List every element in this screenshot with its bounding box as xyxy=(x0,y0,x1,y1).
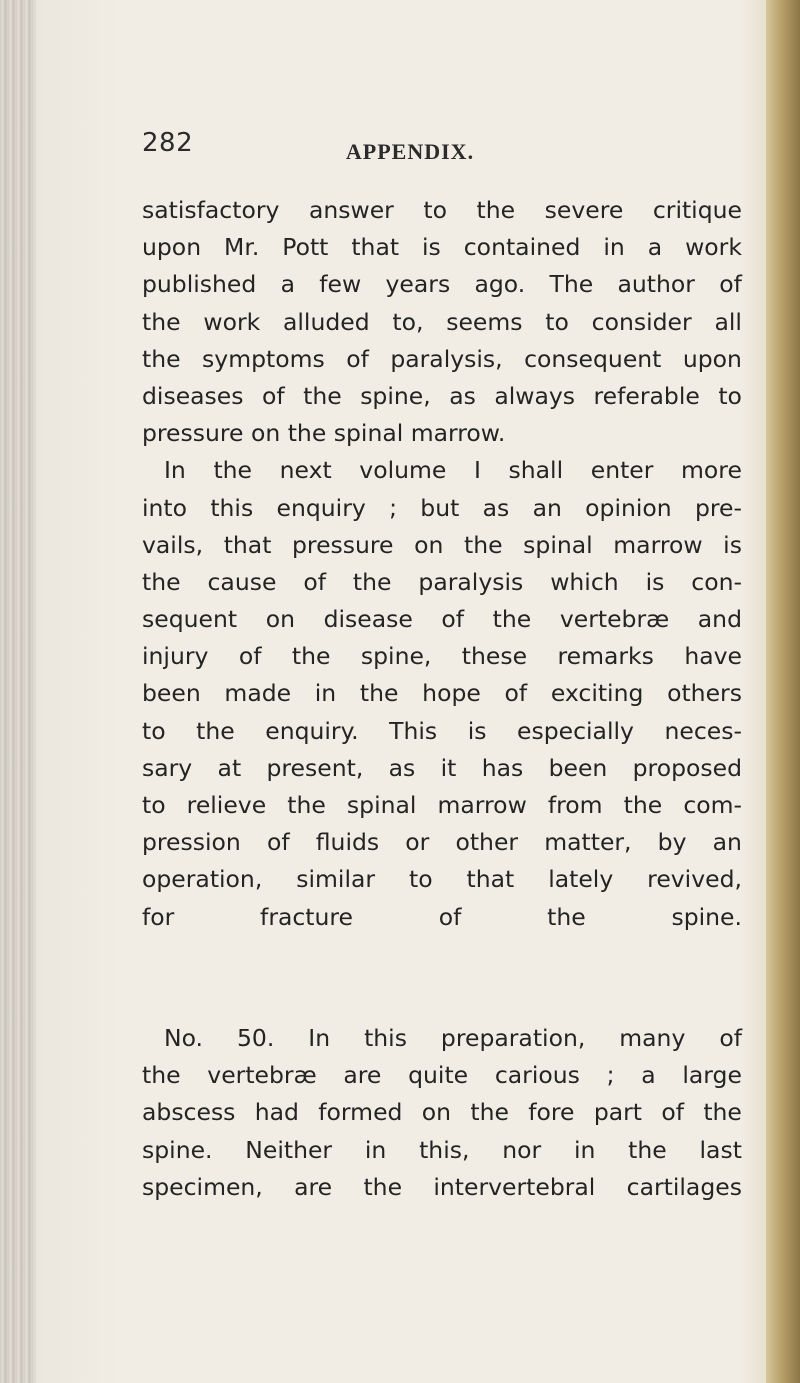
text-line xyxy=(142,341,742,378)
word: marrow xyxy=(437,791,527,819)
word: sary xyxy=(142,753,193,782)
word: the xyxy=(359,679,399,708)
word: preparation, xyxy=(440,1023,586,1052)
word: enquiry xyxy=(276,493,366,522)
word: the xyxy=(547,902,586,931)
word: of xyxy=(261,381,285,410)
word: the xyxy=(291,642,331,671)
word: been xyxy=(142,679,201,708)
word: proposed xyxy=(632,753,742,782)
word: com- xyxy=(683,791,742,819)
word: has xyxy=(481,753,524,782)
word: made xyxy=(224,679,292,708)
text-line xyxy=(142,192,742,229)
word: many xyxy=(619,1023,686,1052)
word: spine. xyxy=(142,1135,213,1164)
word: is xyxy=(422,233,441,262)
word: all xyxy=(714,307,742,336)
word: author xyxy=(617,270,695,299)
word: in xyxy=(314,679,337,708)
word: published xyxy=(142,270,257,299)
word: the xyxy=(303,381,342,410)
word: the xyxy=(628,1135,667,1164)
text-line xyxy=(142,750,742,787)
text-line xyxy=(142,601,742,638)
word: seems xyxy=(446,307,523,336)
word: diseases xyxy=(142,381,244,410)
word: fore xyxy=(528,1098,575,1127)
word: an xyxy=(532,493,562,522)
word: of xyxy=(238,642,262,671)
word: present, xyxy=(266,753,364,782)
word: this, xyxy=(419,1135,470,1164)
paragraph-gap xyxy=(142,973,742,1020)
word: other xyxy=(455,828,519,857)
word: the xyxy=(623,791,663,819)
text-line xyxy=(142,899,742,936)
word: spine. xyxy=(671,902,742,931)
word: hope xyxy=(422,679,481,708)
word: intervertebral xyxy=(433,1172,596,1201)
word: to xyxy=(142,791,166,819)
word: next xyxy=(279,456,332,485)
word: the xyxy=(142,344,181,373)
word: specimen, xyxy=(142,1172,263,1201)
word: ago. xyxy=(474,270,526,299)
text-line xyxy=(142,675,742,712)
word: is xyxy=(467,716,487,745)
word: the xyxy=(142,307,181,336)
word: cause xyxy=(207,567,277,596)
word: for xyxy=(142,902,175,931)
word: to, xyxy=(392,307,424,336)
word: especially xyxy=(517,716,634,745)
word: In xyxy=(308,1023,331,1052)
word: the xyxy=(470,1098,509,1127)
word: revived, xyxy=(647,865,742,894)
word: but xyxy=(420,493,460,522)
word: of xyxy=(504,679,528,708)
word: of xyxy=(719,270,742,299)
word: on xyxy=(265,605,295,634)
word: had xyxy=(254,1098,299,1127)
word: of xyxy=(438,902,462,931)
word: this xyxy=(364,1023,407,1052)
word: Mr. xyxy=(224,233,260,262)
word: consequent xyxy=(524,344,662,373)
text-line xyxy=(142,1132,742,1169)
text-line xyxy=(142,936,742,973)
word: by xyxy=(657,828,687,857)
word: critique xyxy=(652,196,742,224)
word: sequent xyxy=(142,605,238,634)
text-line xyxy=(142,824,742,861)
word: of xyxy=(266,828,290,857)
text-line xyxy=(142,1169,742,1206)
word: vertebræ xyxy=(207,1061,317,1090)
word: relieve xyxy=(186,791,267,819)
word: cartilages xyxy=(626,1172,742,1201)
word: con- xyxy=(691,567,742,596)
word: the xyxy=(196,716,235,745)
word: volume xyxy=(359,456,447,485)
word: that xyxy=(351,233,400,262)
word: I xyxy=(473,456,481,485)
word: on xyxy=(421,1098,452,1127)
text-line xyxy=(142,564,742,601)
word: the xyxy=(363,1172,403,1201)
word: alluded xyxy=(282,307,370,336)
word: severe xyxy=(544,196,624,224)
word: always xyxy=(494,381,576,410)
binding-gutter-left xyxy=(0,0,36,1383)
word: the xyxy=(352,567,392,596)
word: of xyxy=(303,567,326,596)
word: the xyxy=(464,530,503,559)
word: injury xyxy=(142,642,209,671)
text-line xyxy=(142,713,742,750)
word: the xyxy=(492,605,532,634)
word: pre- xyxy=(694,493,742,522)
word: spinal xyxy=(346,791,417,819)
text-line xyxy=(142,787,742,824)
word: or xyxy=(405,828,430,857)
word: into xyxy=(142,493,188,522)
word: marrow xyxy=(613,530,703,559)
word: a xyxy=(647,233,663,262)
word: to xyxy=(718,381,742,410)
word: enter xyxy=(590,456,654,485)
word: abscess xyxy=(142,1098,236,1127)
word: exciting xyxy=(550,679,644,708)
word: in xyxy=(573,1135,596,1164)
text-line xyxy=(142,452,742,489)
word: spinal xyxy=(523,530,593,559)
word: which xyxy=(550,567,619,596)
text-line xyxy=(142,638,742,675)
word: an xyxy=(712,828,742,857)
word: pression xyxy=(142,828,241,857)
word: of xyxy=(346,344,369,373)
word: these xyxy=(461,642,528,671)
word: No. xyxy=(164,1023,204,1052)
word: work xyxy=(203,307,261,336)
word: satisfactory xyxy=(142,196,280,224)
word: last xyxy=(699,1135,742,1164)
word: pressure xyxy=(292,530,394,559)
word: remarks xyxy=(557,642,654,671)
word: to xyxy=(408,865,433,894)
word: The xyxy=(549,270,594,299)
word: and xyxy=(697,605,742,634)
word: the xyxy=(287,791,326,819)
word: vails, xyxy=(142,530,204,559)
word: ; xyxy=(606,1061,615,1090)
word: large xyxy=(682,1061,742,1090)
word: of xyxy=(441,605,465,634)
word: contained xyxy=(463,233,581,262)
word: have xyxy=(684,642,742,671)
word: quite xyxy=(408,1061,469,1090)
word: ; xyxy=(389,493,397,522)
word: others xyxy=(667,679,742,708)
word: that xyxy=(223,530,272,559)
word: enquiry. xyxy=(265,716,359,745)
word: is xyxy=(723,530,742,559)
text-line xyxy=(142,266,742,303)
word: is xyxy=(645,567,665,596)
text-line xyxy=(142,490,742,527)
word: are xyxy=(343,1061,382,1090)
text-line xyxy=(142,378,742,415)
word: part xyxy=(593,1098,643,1127)
word: to xyxy=(142,716,166,745)
word: a xyxy=(280,270,295,299)
word: spine, xyxy=(360,381,431,410)
word: symptoms xyxy=(202,344,325,373)
word: the xyxy=(142,1061,181,1090)
body-text xyxy=(142,192,742,1206)
word: the xyxy=(476,196,516,224)
word: are xyxy=(294,1172,333,1201)
word: referable xyxy=(593,381,700,410)
text-line xyxy=(142,304,742,341)
text-line xyxy=(142,1057,742,1094)
word: to xyxy=(545,307,569,336)
word: lately xyxy=(548,865,614,894)
word: to xyxy=(423,196,447,224)
text-line xyxy=(142,1020,742,1057)
word: from xyxy=(547,791,603,819)
word: This xyxy=(389,716,438,745)
word: Pott xyxy=(282,233,329,262)
word: upon xyxy=(682,344,742,373)
word: fracture xyxy=(260,902,354,931)
word: carious xyxy=(494,1061,580,1090)
text-line xyxy=(142,527,742,564)
word: nor xyxy=(502,1135,542,1164)
word: opinion xyxy=(585,493,672,522)
word: in xyxy=(603,233,625,262)
word: operation, xyxy=(142,865,263,894)
word: fluids xyxy=(315,828,380,857)
word: paralysis, xyxy=(390,344,503,373)
word: answer xyxy=(308,196,394,224)
word: few xyxy=(319,270,362,299)
page-edge-right xyxy=(766,0,800,1383)
word: shall xyxy=(508,456,564,485)
text-line: pressure on the spinal marrow. xyxy=(142,419,506,448)
word: disease xyxy=(323,605,413,634)
word: work xyxy=(685,233,742,262)
text-line xyxy=(142,861,742,898)
word: neces- xyxy=(664,716,742,745)
text-line xyxy=(142,1094,742,1131)
word: the xyxy=(142,567,181,596)
text-line xyxy=(142,229,742,266)
word: as xyxy=(449,381,476,410)
word: the xyxy=(703,1098,742,1127)
word: as xyxy=(482,493,510,522)
word: in xyxy=(364,1135,387,1164)
word: at xyxy=(217,753,242,782)
word: more xyxy=(681,456,742,485)
word: as xyxy=(388,753,416,782)
word: formed xyxy=(318,1098,403,1127)
word: years xyxy=(385,270,451,299)
word: 50. xyxy=(236,1023,275,1052)
word: consider xyxy=(591,307,692,336)
word: of xyxy=(661,1098,684,1127)
word: been xyxy=(548,753,608,782)
word: this xyxy=(210,493,254,522)
word: the xyxy=(213,456,253,485)
running-head: APPENDIX. xyxy=(345,139,475,164)
word: vertebræ xyxy=(559,605,670,634)
word: spine, xyxy=(360,642,432,671)
word: on xyxy=(414,530,444,559)
word: paralysis xyxy=(418,567,524,596)
word: that xyxy=(466,865,515,894)
word: In xyxy=(164,456,186,485)
word: upon xyxy=(142,233,202,262)
word: of xyxy=(719,1023,742,1052)
word: it xyxy=(440,753,457,782)
page-number: 282 xyxy=(142,128,194,158)
word: a xyxy=(641,1061,656,1090)
word: matter, xyxy=(544,828,632,857)
word: similar xyxy=(296,865,376,894)
word: Neither xyxy=(245,1135,333,1164)
